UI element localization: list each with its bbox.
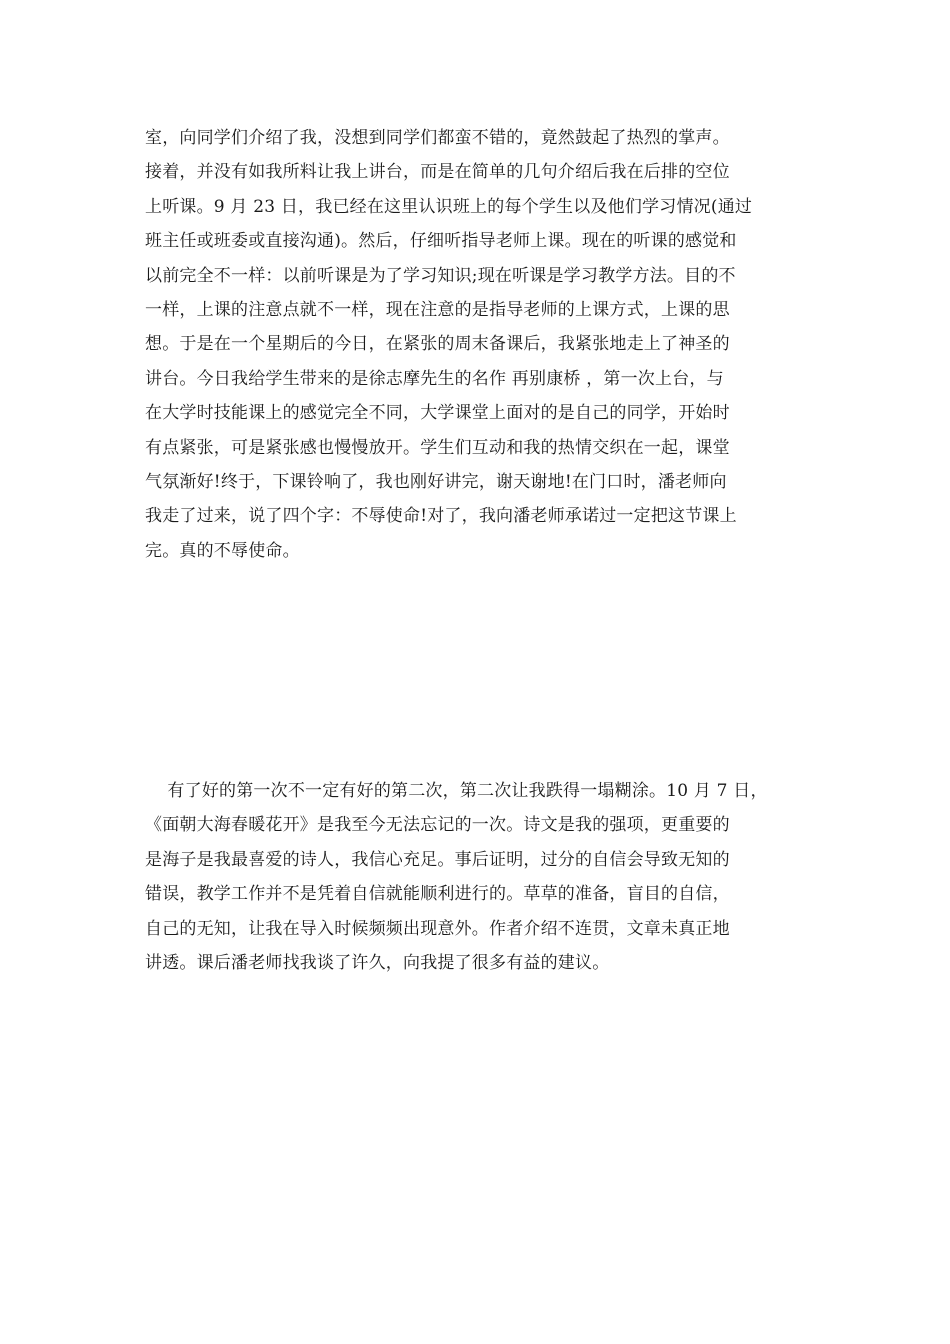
paragraph-line: 在大学时技能课上的感觉完全不同，大学课堂上面对的是自己的同学，开始时 [145,403,730,424]
paragraph-line: 有点紧张，可是紧张感也慢慢放开。学生们互动和我的热情交织在一起，课堂 [145,437,730,458]
paragraph-1 [145,121,825,568]
paragraph-line: 以前完全不一样：以前听课是为了学习知识;现在听课是学习教学方法。目的不 [145,265,736,286]
paragraph-line: 自己的无知，让我在导入时候频频出现意外。作者介绍不连贯，文章未真正地 [145,918,730,939]
paragraph-line: 想。于是在一个星期后的今日，在紧张的周末备课后，我紧张地走上了神圣的 [145,334,730,355]
paragraph-line: 完。真的不辱使命。 [145,540,300,561]
paragraph-line: 《面朝大海春暖花开》是我至今无法忘记的一次。诗文是我的强项，更重要的 [145,815,730,836]
paragraph-line: 接着，并没有如我所料让我上讲台，而是在简单的几句介绍后我在后排的空位 [145,162,730,183]
paragraph-line: 班主任或班委或直接沟通)。然后，仔细听指导老师上课。现在的听课的感觉和 [145,231,737,252]
paragraph-line: 错误，教学工作并不是凭着自信就能顺利进行的。草草的准备，盲目的自信， [145,884,730,905]
paragraph-line: 一样，上课的注意点就不一样，现在注意的是指导老师的上课方式，上课的思 [145,299,730,320]
paragraph-line: 气氛渐好!终于，下课铃响了，我也刚好讲完，谢天谢地!在门口时，潘老师向 [145,471,727,492]
paragraph-line: 我走了过来，说了四个字：不辱使命!对了，我向潘老师承诺过一定把这节课上 [145,506,737,527]
paragraph-line: 上听课。9 月 23 日，我已经在这里认识班上的每个学生以及他们学习情况(通过 [145,196,753,217]
paragraph-line: 室，向同学们介绍了我，没想到同学们都蛮不错的，竟然鼓起了热烈的掌声。 [145,128,730,148]
paragraph-line: 讲台。今日我给学生带来的是徐志摩先生的名作 再别康桥 ，第一次上台，与 [145,368,724,389]
paragraph-line: 是海子是我最喜爱的诗人，我信心充足。事后证明，过分的自信会导致无知的 [145,849,730,870]
paragraph-line: 有了好的第一次不一定有好的第二次，第二次让我跌得一塌糊涂。10 月 7 日， [145,781,768,801]
paragraph-2 [145,774,825,980]
paragraph-line: 讲透。课后潘老师找我谈了许久，向我提了很多有益的建议。 [145,952,610,973]
